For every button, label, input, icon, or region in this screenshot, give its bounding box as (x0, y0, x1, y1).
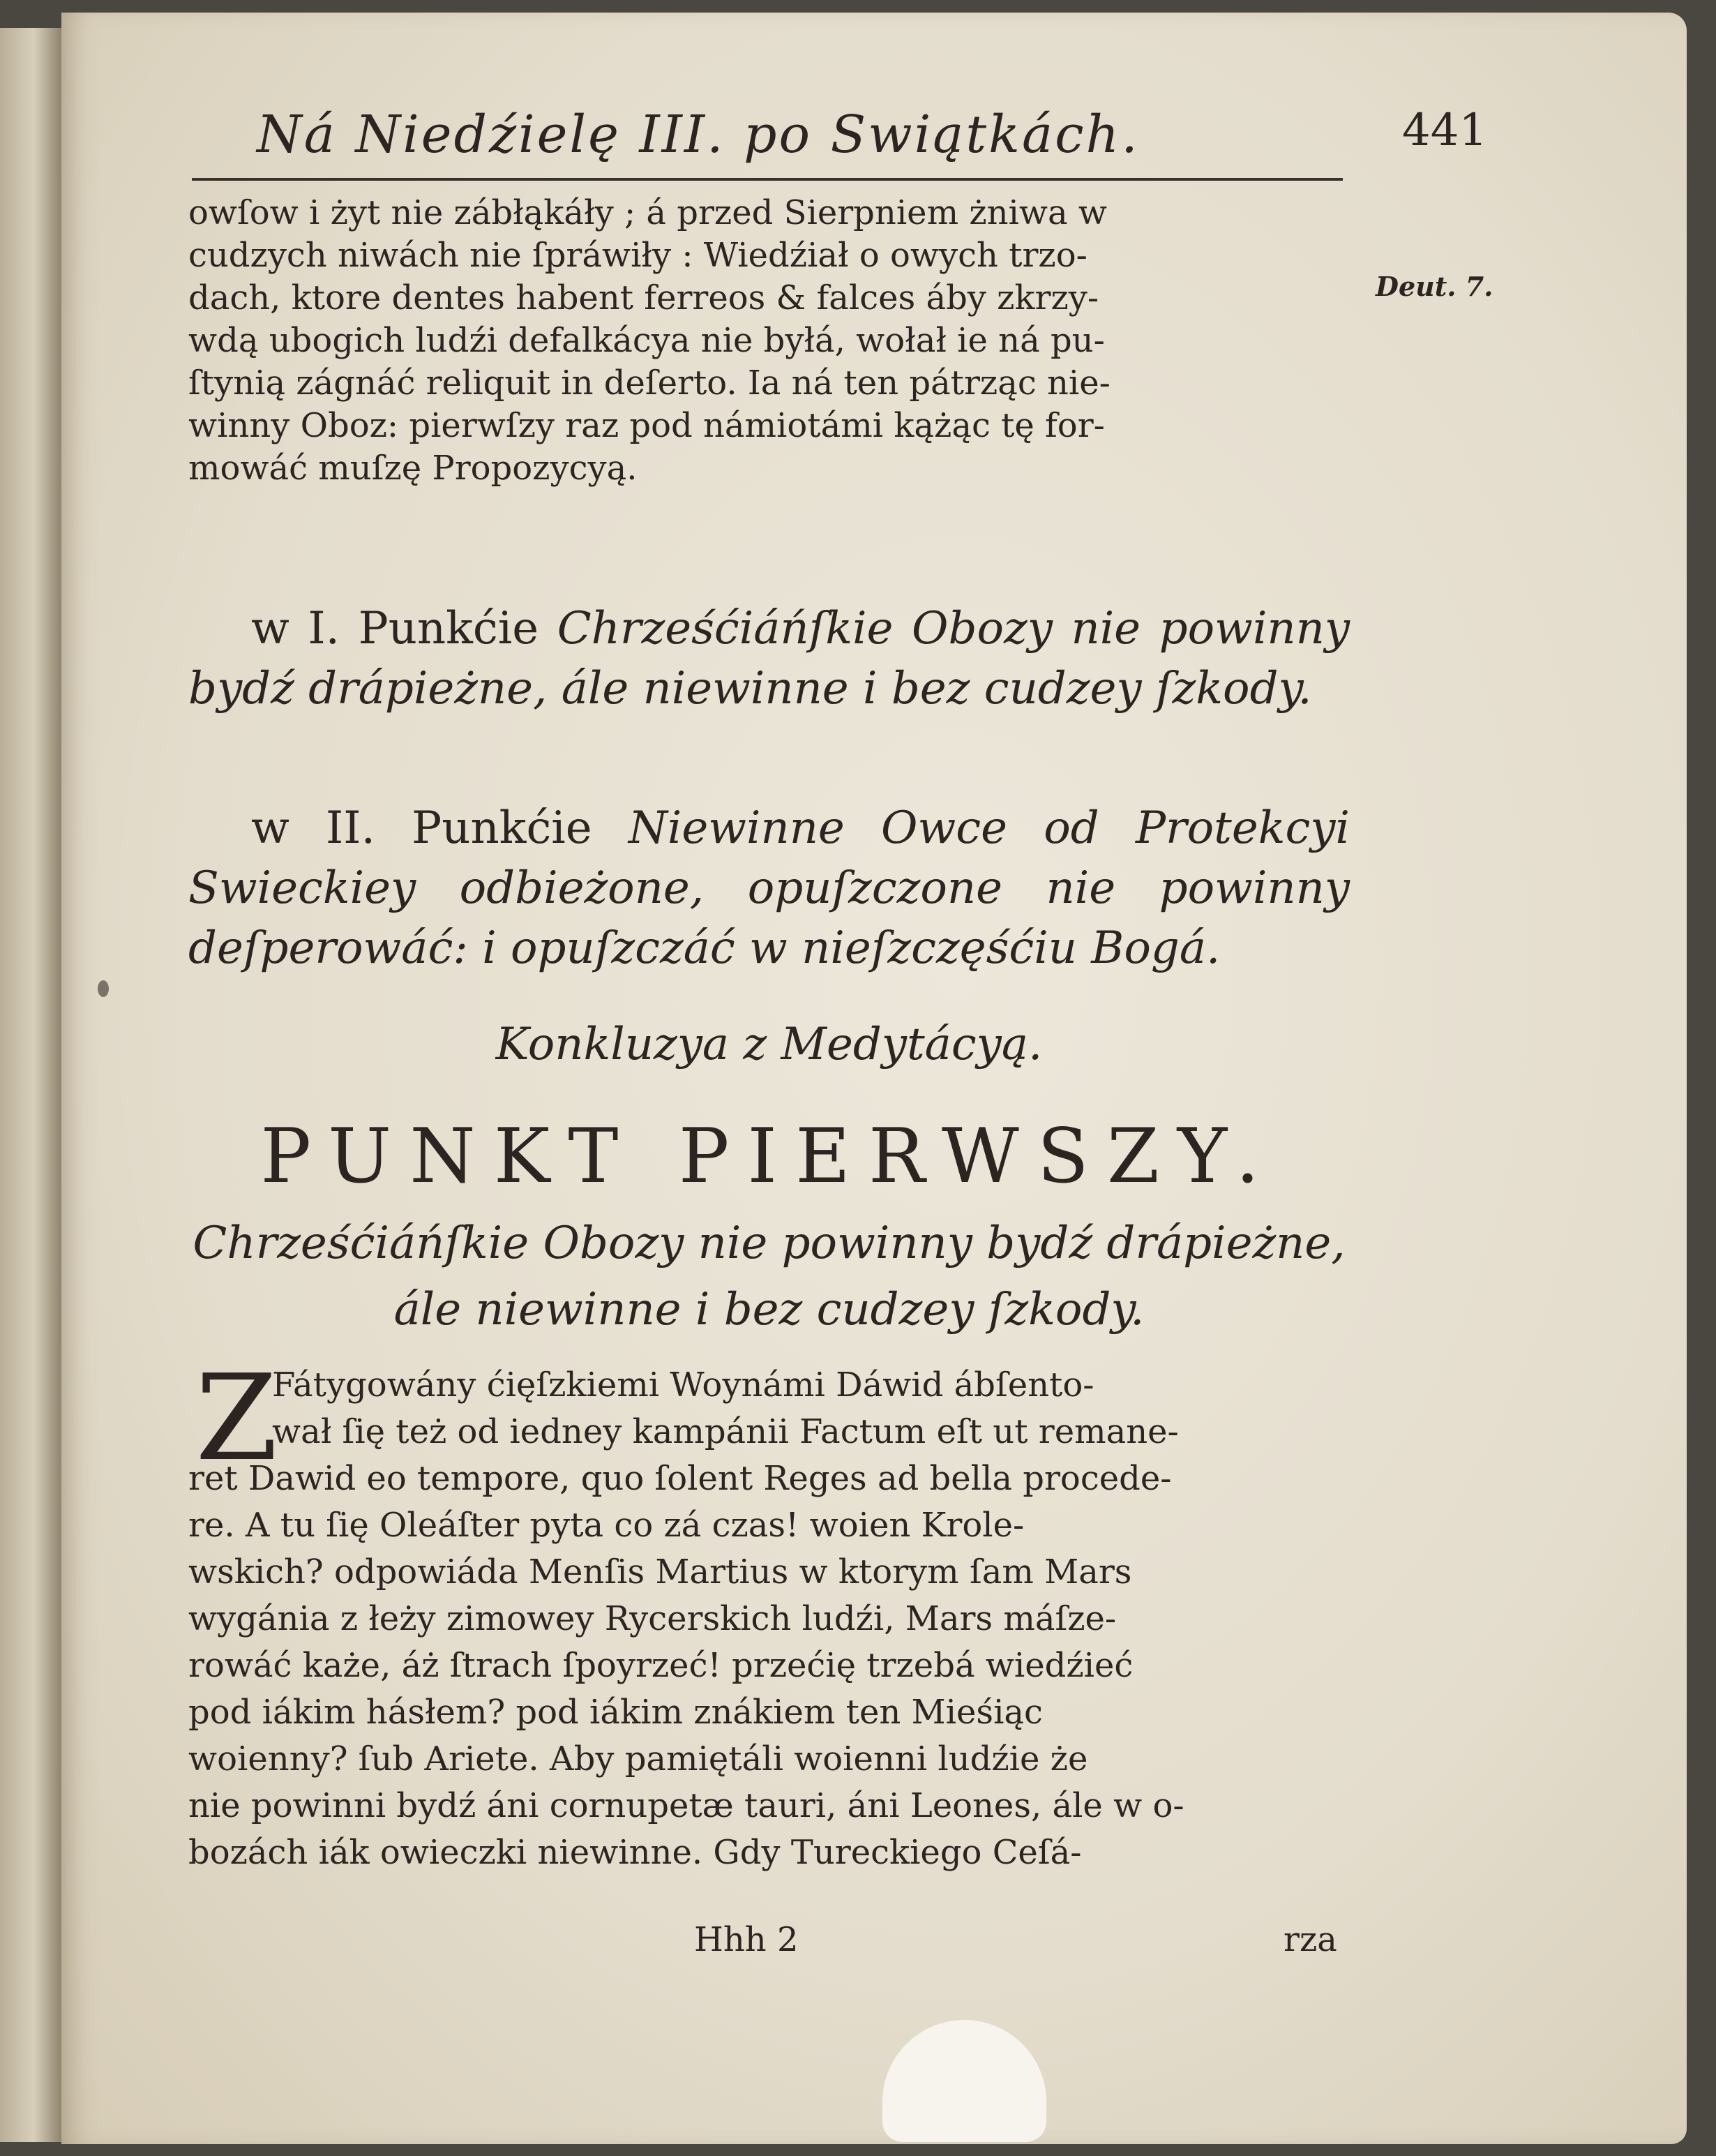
point-one (188, 599, 1350, 719)
text-line: rowáć każe, áż ſtrach ſpoyrzeć! przećię trzebá wiedźieć (188, 1646, 1134, 1685)
conclusion-line: Konkluzya z Medytácyą. (495, 1019, 1043, 1070)
section-title: PUNKT PIERWSZY. (260, 1113, 1278, 1200)
text-line: wdą ubogich ludźi defalkácya nie byłá, wołał ie ná pu- (188, 321, 1105, 360)
text-line: ret Dawid eo tempore, quo ſolent Reges ad bella procede- (188, 1459, 1172, 1498)
text-line: nie powinni bydź áni cornupetæ tauri, áni Leones, ále w o- (188, 1786, 1184, 1825)
main-paragraph (188, 1349, 1350, 1876)
text-line: re. A tu ſię Oleáſter pyta co zá czas! woien Krole- (188, 1506, 1025, 1545)
drop-cap: Z (195, 1349, 278, 1488)
text-line: mowáć muſzę Propozycyą. (188, 449, 638, 488)
point-one-text: Chrześćiáńſkie Obozy nie powinny bydź drápieżne, ále niewinne i bez cudzey ſzkody. (188, 603, 1350, 714)
text-line: wskich? odpowiáda Menſis Martius w ktorym ſam Mars (188, 1552, 1132, 1592)
text-line: wygánia z łeży zimowey Rycerskich ludźi, Mars máſze- (188, 1599, 1117, 1638)
section-subtitle-line2: ále niewinne i bez cudzey ſzkody. (393, 1284, 1145, 1335)
intro-paragraph (188, 192, 1350, 490)
text-line: cudzych niwách nie ſpráwiły : Wiedźiał o owych trzo- (188, 236, 1087, 275)
facing-page-edge (0, 28, 63, 2142)
text-line: ſtynią zágnáć reliquit in deſerto. Ia ná ten pátrząc nie- (188, 364, 1111, 403)
text-line: owſow i żyt nie zábłąkáły ; á przed Sierpniem żniwa w (188, 193, 1107, 232)
text-line: bozách iák owieczki niewinne. Gdy Tureckiego Ceſá- (188, 1833, 1082, 1872)
catchword: rza (1284, 1920, 1337, 1959)
text-line: dach, ktore dentes habent ferreos & falces áby zkrzy- (188, 278, 1099, 317)
header-rule (192, 178, 1343, 181)
signature-mark: Hhh 2 (694, 1920, 799, 1959)
point-two (188, 798, 1350, 978)
text-line: wał ſię też od iedney kampánii Factum eſt ut remane- (272, 1412, 1179, 1451)
text-line: Fátygowány ćięſzkiemi Woynámi Dáwid ábſento- (272, 1365, 1094, 1405)
section-subtitle-line1: Chrześćiáńſkie Obozy nie powinny bydź drápieżne, (193, 1218, 1346, 1269)
ink-blot (98, 980, 109, 997)
point-one-label: w I. Punkćie (251, 603, 539, 654)
point-two-text: Niewinne Owce od Protekcyi Swieckiey odbieżone, opuſzczone nie powinny deſperowáć: i opuſzczáć w nieſzczęśćiu Bogá. (188, 802, 1350, 974)
running-title: Ná Niedźielę III. po Swiątkách. (257, 105, 1140, 165)
text-line: pod iákim hásłem? pod iákim znákiem ten Mieśiąc (188, 1693, 1043, 1732)
text-line: winny Oboz: pierwſzy raz pod námiotámi kążąc tę for- (188, 406, 1105, 445)
text-line: woienny? ſub Ariete. Aby pamiętáli woienni ludźie że (188, 1739, 1088, 1779)
page-number: 441 (1402, 105, 1488, 156)
margin-note: Deut. 7. (1376, 271, 1493, 302)
point-two-label: w II. Punkćie (251, 802, 592, 854)
